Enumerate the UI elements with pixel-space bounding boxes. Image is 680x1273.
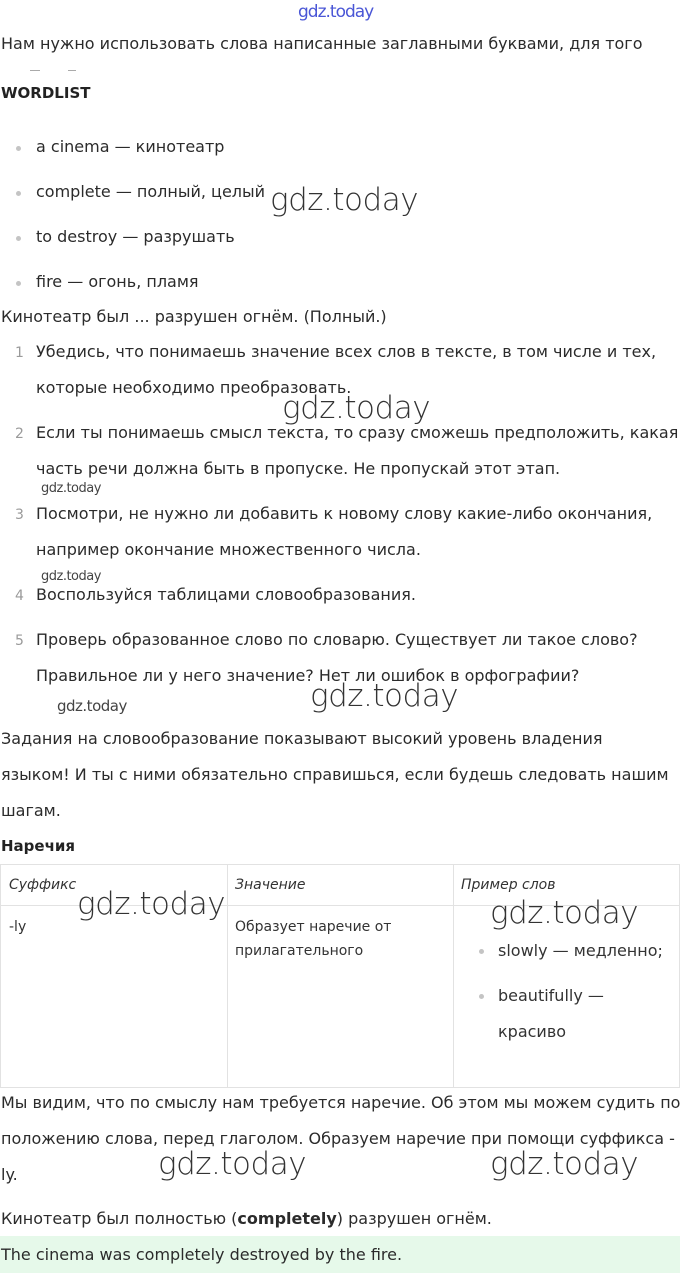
paragraph-line: шагам. <box>1 801 61 820</box>
step-text: Правильное ли у него значение? Нет ли ошибок в орфографии? <box>36 666 580 685</box>
answer-keyword: completely <box>237 1209 337 1228</box>
cut-off-text-fragment <box>68 70 76 71</box>
step-number: 5 <box>15 633 24 649</box>
watermark: gdz.today <box>490 1146 639 1182</box>
suffix-cell: -ly <box>9 919 27 935</box>
step-text: например окончание множественного числа. <box>36 540 421 559</box>
step-text: Если ты понимаешь смысл текста, то сразу сможешь предположить, какая <box>36 423 679 442</box>
step-text: Посмотри, не нужно ли добавить к новому слову какие-либо окончания, <box>36 504 653 523</box>
step-text: часть речи должна быть в пропуске. Не пропускай этот этап. <box>36 459 561 478</box>
example-item: красиво <box>498 1022 567 1041</box>
paragraph-line: положению слова, перед глаголом. Образуем наречие при помощи суффикса - <box>1 1129 675 1148</box>
paragraph-line: языком! И ты с ними обязательно справишься, если будешь следовать нашим <box>1 765 669 784</box>
step-number: 1 <box>15 345 24 361</box>
step-number: 3 <box>15 507 24 523</box>
meaning-cell: прилагательного <box>235 943 364 959</box>
wordlist-title: WORDLIST <box>1 84 91 102</box>
intro-text: Нам нужно использовать слова написанные заглавными буквами, для того <box>1 34 643 53</box>
wordlist-item: fire — огонь, пламя <box>36 272 199 291</box>
watermark: gdz.today <box>282 390 431 426</box>
wordlist-item: a cinema — кинотеатр <box>36 137 225 156</box>
bullet-dot <box>479 994 484 999</box>
task-sentence: Кинотеатр был ... разрушен огнём. (Полный.) <box>1 307 387 326</box>
paragraph-line: ly. <box>1 1165 18 1184</box>
bullet-dot <box>16 236 21 241</box>
watermark: gdz.today <box>158 1146 307 1182</box>
step-text: Проверь образованное слово по словарю. Существует ли такое слово? <box>36 630 638 649</box>
table-divider <box>227 865 228 1087</box>
step-text: которые необходимо преобразовать. <box>36 378 352 397</box>
watermark-top: gdz.today <box>298 2 374 22</box>
table-divider <box>453 865 454 1087</box>
answer-english: The cinema was completely destroyed by the fire. <box>1 1245 403 1264</box>
step-number: 4 <box>15 588 24 604</box>
step-number: 2 <box>15 426 24 442</box>
bullet-dot <box>16 146 21 151</box>
wordlist-item: to destroy — разрушать <box>36 227 235 246</box>
watermark: gdz.today <box>57 697 127 715</box>
watermark: gdz.today <box>41 481 101 496</box>
watermark: gdz.today <box>490 895 639 931</box>
step-text: Воспользуйся таблицами словообразования. <box>36 585 416 604</box>
watermark: gdz.today <box>270 182 419 218</box>
paragraph-line: Задания на словообразование показывают высокий уровень владения <box>1 729 603 748</box>
column-header: Суффикс <box>9 877 77 893</box>
watermark: gdz.today <box>310 678 459 714</box>
adverbs-title: Наречия <box>1 837 76 855</box>
example-item: beautifully — <box>498 986 604 1005</box>
step-text: Убедись, что понимаешь значение всех слов в тексте, в том числе и тех, <box>36 342 657 361</box>
watermark: gdz.today <box>77 886 226 922</box>
column-header: Пример слов <box>461 877 556 893</box>
example-item: slowly — медленно; <box>498 941 663 960</box>
watermark: gdz.today <box>41 569 101 584</box>
paragraph-line: Мы видим, что по смыслу нам требуется наречие. Об этом мы можем судить по <box>1 1093 680 1112</box>
answer-russian: Кинотеатр был полностью (completely) разрушен огнём. <box>1 1209 492 1228</box>
column-header: Значение <box>235 877 306 893</box>
cut-off-text-fragment <box>30 70 40 71</box>
meaning-cell: Образует наречие от <box>235 919 392 935</box>
bullet-dot <box>16 281 21 286</box>
bullet-dot <box>479 949 484 954</box>
bullet-dot <box>16 191 21 196</box>
wordlist-item: complete — полный, целый <box>36 182 266 201</box>
